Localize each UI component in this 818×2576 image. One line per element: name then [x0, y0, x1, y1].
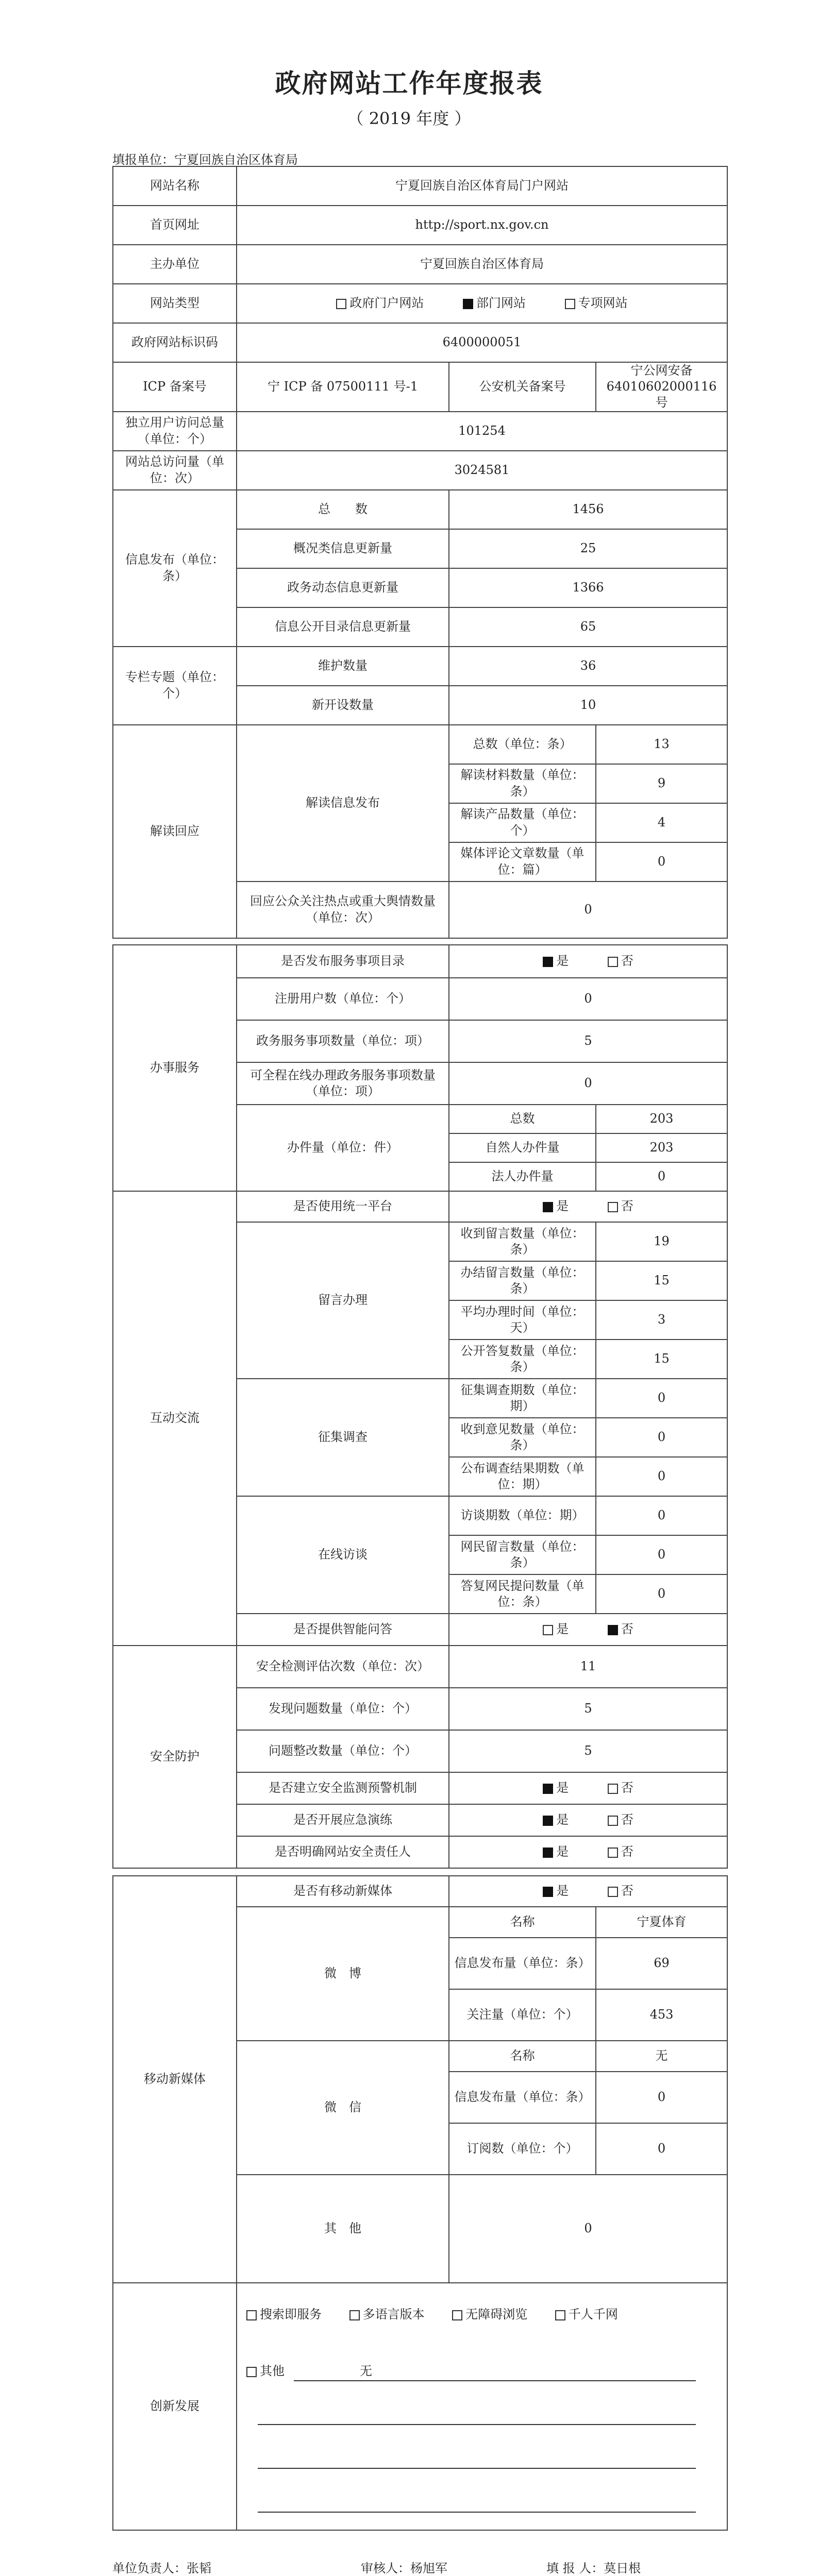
- blank-line: [258, 2424, 696, 2425]
- report-title: 政府网站工作年度报表: [275, 68, 543, 98]
- option-no[interactable]: 否: [608, 1812, 633, 1828]
- type-option-special[interactable]: 专项网站: [565, 295, 628, 311]
- checkbox-unchecked-icon: [608, 1887, 618, 1897]
- option-yes[interactable]: 是: [543, 1812, 569, 1828]
- wechat-label: 微 信: [237, 2041, 449, 2175]
- service-items-value: 5: [449, 1020, 727, 1062]
- icp-label: ICP 备案号: [113, 362, 237, 412]
- column-maintain-value: 36: [449, 647, 727, 686]
- weibo-label: 微 博: [237, 1907, 449, 2041]
- talk-q-label: 网民留言数量（单位：条）: [449, 1535, 596, 1574]
- wechat-sub-value: 0: [596, 2123, 727, 2175]
- type-option-department[interactable]: 部门网站: [463, 295, 526, 311]
- checkbox-checked-icon: [463, 299, 473, 309]
- innovation-other[interactable]: [246, 2361, 372, 2379]
- survey-op-value: 0: [596, 1418, 727, 1457]
- interpret-media-value: 0: [596, 842, 727, 882]
- option-yes[interactable]: 是: [543, 1883, 569, 1899]
- blank-line: [258, 2468, 696, 2469]
- platform-options: [449, 1191, 727, 1222]
- icp-value: 宁 ICP 备 07500111 号-1: [237, 362, 449, 412]
- option-no[interactable]: 否: [608, 1883, 633, 1899]
- footer-filler: 填 报 人：莫日根: [546, 2561, 641, 2575]
- cases-legal-value: 0: [596, 1162, 727, 1191]
- security-found-label: 发现问题数量（单位：个）: [237, 1688, 449, 1730]
- blank-line: [258, 2512, 696, 2513]
- talk-n-value: 0: [596, 1496, 727, 1535]
- column-new-label: 新开设数量: [237, 686, 449, 725]
- interpret-total-label: 总数（单位：条）: [449, 725, 596, 764]
- blank-line: [294, 2380, 696, 2381]
- checkbox-checked-icon: [543, 1887, 553, 1897]
- msg-recv-label: 收到留言数量（单位：条）: [449, 1222, 596, 1261]
- police-record-label: 公安机关备案号: [449, 362, 596, 412]
- msg-time-label: 平均办理时间（单位：天）: [449, 1300, 596, 1340]
- interpret-product-label: 解读产品数量（单位：个）: [449, 803, 596, 842]
- option-yes[interactable]: 是: [543, 1621, 569, 1637]
- cases-person-value: 203: [596, 1133, 727, 1162]
- mobile-has-options: [449, 1876, 727, 1907]
- checkbox-checked-icon: [543, 1816, 553, 1826]
- page-views-value: 3024581: [237, 451, 727, 490]
- security-eval-label: 安全检测评估次数（单位：次）: [237, 1646, 449, 1688]
- checkbox-unchecked-icon: [608, 1202, 618, 1212]
- innov-option-personal[interactable]: 千人千网: [555, 2307, 618, 2321]
- option-no[interactable]: 否: [608, 1198, 633, 1214]
- mobile-table: [112, 1875, 728, 2531]
- cases-total-label: 总数: [449, 1105, 596, 1133]
- footer-reviewer: 审核人：杨旭军: [361, 2561, 447, 2575]
- info-catalog-label: 信息公开目录信息更新量: [237, 607, 449, 647]
- msg-pub-value: 15: [596, 1340, 727, 1379]
- weibo-fans-value: 453: [596, 1989, 727, 2041]
- security-drill-label: 是否开展应急演练: [237, 1804, 449, 1836]
- mobile-has-label: 是否有移动新媒体: [237, 1876, 449, 1907]
- interpret-material-value: 9: [596, 764, 727, 803]
- filing-unit: [112, 149, 298, 167]
- interpret-product-value: 4: [596, 803, 727, 842]
- message-label: 留言办理: [237, 1222, 449, 1379]
- host-unit-value: 宁夏回族自治区体育局: [237, 245, 727, 284]
- host-unit-label: 主办单位: [113, 245, 237, 284]
- msg-done-value: 15: [596, 1261, 727, 1300]
- service-table: [112, 944, 728, 1869]
- weibo-fans-label: 关注量（单位：个）: [449, 1989, 596, 2041]
- checkbox-checked-icon: [543, 1784, 553, 1794]
- interpret-respond-label: 回应公众关注热点或重大舆情数量（单位：次）: [237, 882, 449, 938]
- smart-qa-label: 是否提供智能问答: [237, 1614, 449, 1646]
- innov-option-accessible[interactable]: 无障碍浏览: [452, 2307, 527, 2321]
- page-views-label: 网站总访问量（单位：次）: [113, 451, 237, 490]
- column-maintain-label: 维护数量: [237, 647, 449, 686]
- wechat-name-label: 名称: [449, 2041, 596, 2072]
- talk-label: 在线访谈: [237, 1496, 449, 1614]
- weibo-pub-value: 69: [596, 1938, 727, 1989]
- innov-other-label: 其他: [260, 2364, 285, 2378]
- wechat-sub-label: 订阅数（单位：个）: [449, 2123, 596, 2175]
- option-no[interactable]: 否: [608, 1844, 633, 1860]
- innov-option-multilang[interactable]: 多语言版本: [349, 2307, 425, 2321]
- info-overview-label: 概况类信息更新量: [237, 529, 449, 568]
- interpret-media-label: 媒体评论文章数量（单位：篇）: [449, 842, 596, 882]
- security-eval-value: 11: [449, 1646, 727, 1688]
- survey-n-value: 0: [596, 1379, 727, 1418]
- talk-a-label: 答复网民提问数量（单位：条）: [449, 1574, 596, 1614]
- security-resp-label: 是否明确网站安全责任人: [237, 1836, 449, 1868]
- service-catalog-options: [449, 945, 727, 978]
- checkbox-unchecked-icon: [246, 2310, 257, 2320]
- service-label: 办事服务: [113, 945, 237, 1191]
- weibo-pub-label: 信息发布量（单位：条）: [449, 1938, 596, 1989]
- service-users-label: 注册用户数（单位：个）: [237, 978, 449, 1020]
- option-no[interactable]: 否: [608, 1780, 633, 1796]
- checkbox-unchecked-icon: [565, 299, 575, 309]
- cases-total-value: 203: [596, 1105, 727, 1133]
- smart-qa-options: [449, 1614, 727, 1646]
- interpret-material-label: 解读材料数量（单位：条）: [449, 764, 596, 803]
- option-yes[interactable]: 是: [543, 1780, 569, 1796]
- info-total-label: 总 数: [237, 490, 449, 529]
- security-drill-options: [449, 1804, 727, 1836]
- column-new-value: 10: [449, 686, 727, 725]
- survey-label: 征集调查: [237, 1379, 449, 1496]
- info-release-label: 信息发布（单位：条）: [113, 490, 237, 647]
- checkbox-unchecked-icon: [608, 1848, 618, 1858]
- info-overview-value: 25: [449, 529, 727, 568]
- platform-label: 是否使用统一平台: [237, 1191, 449, 1222]
- survey-n-label: 征集调查期数（单位：期）: [449, 1379, 596, 1418]
- checkbox-unchecked-icon: [608, 1784, 618, 1794]
- checkbox-unchecked-icon: [349, 2310, 360, 2320]
- innovation-options: [246, 2304, 618, 2322]
- survey-op-label: 收到意见数量（单位：条）: [449, 1418, 596, 1457]
- footer-head: 单位负责人：张韬: [112, 2561, 211, 2575]
- innov-other-value: 无: [360, 2364, 372, 2378]
- option-yes[interactable]: 是: [543, 953, 569, 969]
- interpret-publish-label: 解读信息发布: [237, 725, 449, 882]
- interpret-respond-value: 0: [449, 882, 727, 938]
- site-type-label: 网站类型: [113, 284, 237, 323]
- security-fixed-value: 5: [449, 1730, 727, 1772]
- checkbox-unchecked-icon: [555, 2310, 565, 2320]
- security-fixed-label: 问题整改数量（单位：个）: [237, 1730, 449, 1772]
- wechat-pub-label: 信息发布量（单位：条）: [449, 2072, 596, 2123]
- security-resp-options: [449, 1836, 727, 1868]
- checkbox-checked-icon: [543, 957, 553, 967]
- service-online-label: 可全程在线办理政务服务事项数量（单位：项）: [237, 1062, 449, 1105]
- checkbox-unchecked-icon: [608, 957, 618, 967]
- msg-recv-value: 19: [596, 1222, 727, 1261]
- filing-unit-value: 宁夏回族自治区体育局: [174, 152, 298, 167]
- security-monitor-options: [449, 1772, 727, 1804]
- survey-pub-value: 0: [596, 1457, 727, 1496]
- info-news-value: 1366: [449, 568, 727, 607]
- home-url-value: http://sport.nx.gov.cn: [237, 206, 727, 245]
- cases-legal-label: 法人办件量: [449, 1162, 596, 1191]
- innovation-label: 创新发展: [113, 2283, 237, 2530]
- service-items-label: 政务服务事项数量（单位：项）: [237, 1020, 449, 1062]
- service-catalog-label: 是否发布服务事项目录: [237, 945, 449, 978]
- service-users-value: 0: [449, 978, 727, 1020]
- interact-label: 互动交流: [113, 1191, 237, 1646]
- talk-a-value: 0: [596, 1574, 727, 1614]
- checkbox-unchecked-icon: [543, 1625, 553, 1635]
- interpret-total-value: 13: [596, 725, 727, 764]
- security-label: 安全防护: [113, 1646, 237, 1868]
- weibo-name-value: 宁夏体育: [596, 1907, 727, 1938]
- site-id-label: 政府网站标识码: [113, 323, 237, 362]
- option-yes[interactable]: 是: [543, 1198, 569, 1214]
- interpret-label: 解读回应: [113, 725, 237, 938]
- security-found-value: 5: [449, 1688, 727, 1730]
- mobile-label: 移动新媒体: [113, 1876, 237, 2283]
- option-no[interactable]: 否: [608, 953, 633, 969]
- unique-visitors-value: 101254: [237, 412, 727, 451]
- info-catalog-value: 65: [449, 607, 727, 647]
- wechat-pub-value: 0: [596, 2072, 727, 2123]
- msg-done-label: 办结留言数量（单位：条）: [449, 1261, 596, 1300]
- type-option-portal[interactable]: 政府门户网站: [336, 295, 424, 311]
- checkbox-unchecked-icon: [336, 299, 346, 309]
- service-cases-label: 办件量（单位：件）: [237, 1105, 449, 1191]
- weibo-name-label: 名称: [449, 1907, 596, 1938]
- option-no[interactable]: 否: [608, 1621, 633, 1637]
- site-type-options: [237, 284, 727, 323]
- other-media-label: 其 他: [237, 2175, 449, 2283]
- talk-q-value: 0: [596, 1535, 727, 1574]
- police-record-value: 宁公网安备 64010602000116 号: [596, 362, 727, 412]
- checkbox-checked-icon: [543, 1848, 553, 1858]
- filing-unit-label: 填报单位：: [112, 152, 174, 167]
- cases-person-label: 自然人办件量: [449, 1133, 596, 1162]
- checkbox-unchecked-icon: [608, 1816, 618, 1826]
- site-name-value: 宁夏回族自治区体育局门户网站: [237, 166, 727, 206]
- checkbox-checked-icon: [608, 1625, 618, 1635]
- checkbox-unchecked-icon: [246, 2367, 257, 2377]
- other-media-value: 0: [449, 2175, 727, 2283]
- checkbox-unchecked-icon: [452, 2310, 462, 2320]
- msg-time-value: 3: [596, 1300, 727, 1340]
- talk-n-label: 访谈期数（单位：期）: [449, 1496, 596, 1535]
- unique-visitors-label: 独立用户访问总量（单位：个）: [113, 412, 237, 451]
- info-total-value: 1456: [449, 490, 727, 529]
- option-yes[interactable]: 是: [543, 1844, 569, 1860]
- wechat-name-value: 无: [596, 2041, 727, 2072]
- site-name-label: 网站名称: [113, 166, 237, 206]
- basic-info-table: [112, 166, 728, 939]
- checkbox-checked-icon: [543, 1202, 553, 1212]
- home-url-label: 首页网址: [113, 206, 237, 245]
- column-label: 专栏专题（单位：个）: [113, 647, 237, 725]
- info-news-label: 政务动态信息更新量: [237, 568, 449, 607]
- survey-pub-label: 公布调查结果期数（单位：期）: [449, 1457, 596, 1496]
- report-year: （ 2019 年度 ）: [347, 109, 471, 128]
- service-online-value: 0: [449, 1062, 727, 1105]
- site-id-value: 6400000051: [237, 323, 727, 362]
- msg-pub-label: 公开答复数量（单位：条）: [449, 1340, 596, 1379]
- security-monitor-label: 是否建立安全监测预警机制: [237, 1772, 449, 1804]
- innov-option-search[interactable]: 搜索即服务: [246, 2307, 322, 2321]
